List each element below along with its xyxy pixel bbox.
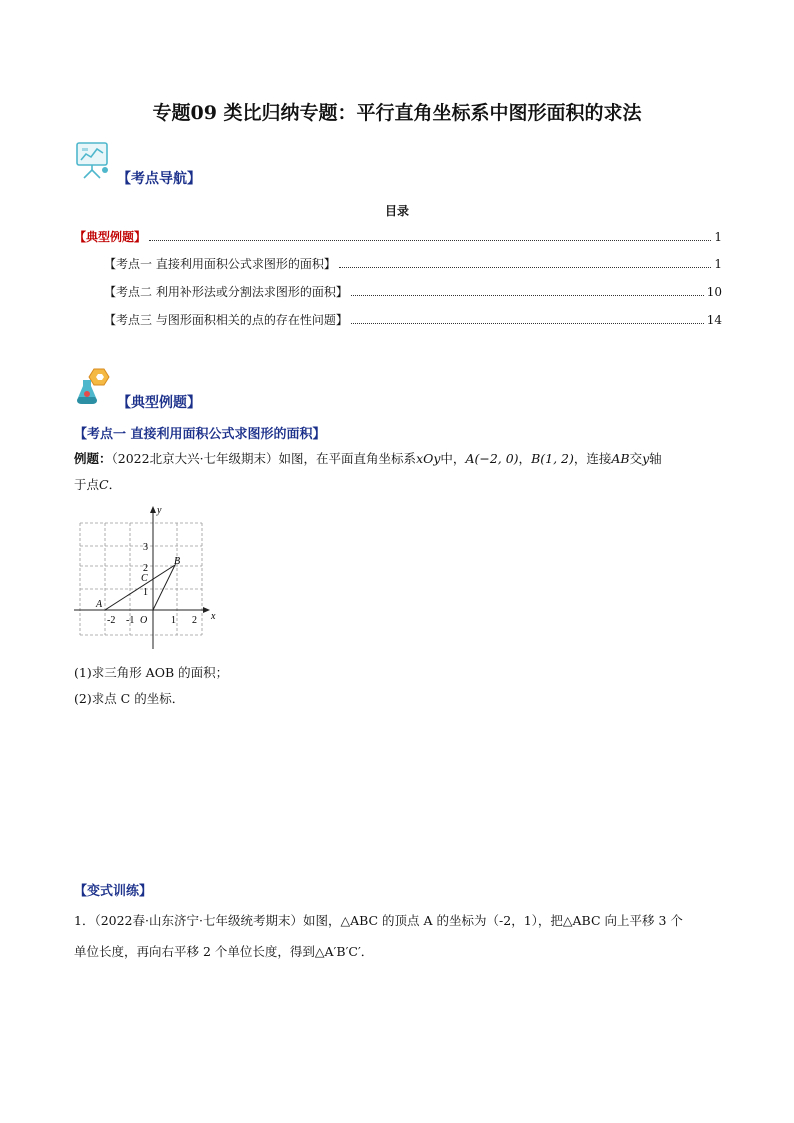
- y-axis-arrow: [150, 506, 156, 513]
- toc-leader-dots: [351, 294, 704, 296]
- origin-label: O: [140, 615, 148, 626]
- x-tick-label: -1: [126, 615, 135, 626]
- toc-leader-dots: [351, 322, 704, 324]
- toc-row-page: 1: [714, 257, 722, 271]
- toc-row[interactable]: [104, 311, 722, 328]
- toc-row[interactable]: [104, 283, 722, 300]
- point-label-b: B: [174, 556, 181, 567]
- math-y: y: [642, 451, 650, 466]
- x-axis-label: x: [211, 611, 216, 622]
- example-prefix: 例题：: [74, 451, 112, 466]
- math-c: C: [99, 476, 109, 492]
- example-line-1: [74, 450, 724, 469]
- topic1-header: 【考点一 直接利用面积公式求图形的面积】: [74, 427, 326, 442]
- toc-leader-dots: [149, 239, 711, 241]
- example-text: 轴: [649, 451, 662, 466]
- toc-row[interactable]: [74, 228, 722, 245]
- toc-row-label: 【典型例题】: [74, 230, 147, 244]
- example-text: ，连接: [573, 451, 612, 466]
- x-tick-label: -2: [107, 615, 116, 626]
- point-label-a: A: [96, 599, 103, 610]
- triangle-aob: [105, 565, 175, 610]
- variant-line-2: 单位长度，再向右平移 2 个单位长度，得到△A′B′C′．: [74, 944, 374, 959]
- page-title: 专题09 类比归纳专题：平行直角坐标系中图形面积的求法: [152, 102, 642, 124]
- nav-section-header: 【考点导航】: [117, 171, 201, 187]
- toc-row-page: 10: [706, 285, 722, 299]
- example-paragraph: [74, 450, 724, 495]
- toc-row-label: 【考点三 与图形面积相关的点的存在性问题】: [104, 313, 348, 327]
- toc-row-label: 【考点一 直接利用面积公式求图形的面积】: [104, 257, 336, 271]
- example-text: 于点: [74, 476, 100, 492]
- toc-leader-dots: [339, 266, 712, 268]
- y-tick-label: 1: [143, 587, 148, 598]
- question-1: (1)求三角形 AOB 的面积；: [74, 665, 229, 680]
- y-axis-label: y: [157, 505, 162, 516]
- x-tick-label: 1: [171, 615, 176, 626]
- x-tick-label: 2: [192, 615, 197, 626]
- math-ab: AB: [611, 451, 630, 466]
- example-text: ，: [518, 451, 532, 466]
- variant-line-1: 1．（2022春·山东济宁·七年级统考期末）如图，△ABC 的顶点 A 的坐标为（-2，1），把△ABC 向上平移 3 个: [74, 913, 683, 928]
- example-text: 中，: [440, 451, 466, 466]
- point-b-coords: B(1, 2): [531, 451, 574, 466]
- toc-row-page: 1: [714, 230, 722, 244]
- toc-heading: 目录: [384, 204, 409, 218]
- toc-row-label: 【考点二 利用补形法或分割法求图形的面积】: [104, 285, 348, 299]
- flask-icon: [74, 366, 110, 404]
- point-a-coords: A(−2, 0): [465, 451, 519, 466]
- presentation-board-icon: [74, 140, 110, 178]
- example-text: ．: [108, 476, 122, 492]
- y-tick-label: 2: [143, 563, 148, 574]
- example-line-2: [74, 476, 724, 495]
- x-axis-arrow: [203, 607, 210, 613]
- math-xoy: xOy: [416, 451, 441, 466]
- example-text: 交: [629, 451, 643, 466]
- question-2: (2)求点 C 的坐标．: [74, 691, 185, 706]
- examples-section-header: 【典型例题】: [117, 395, 201, 411]
- toc-row-page: 14: [706, 313, 722, 327]
- point-label-c: C: [141, 573, 148, 584]
- coordinate-figure: [72, 503, 232, 655]
- y-tick-label: 3: [143, 542, 148, 553]
- example-text: （2022北京大兴·七年级期末）如图，在平面直角坐标系: [111, 451, 417, 466]
- variant-header: 【变式训练】: [74, 884, 153, 899]
- toc-row[interactable]: [104, 255, 722, 272]
